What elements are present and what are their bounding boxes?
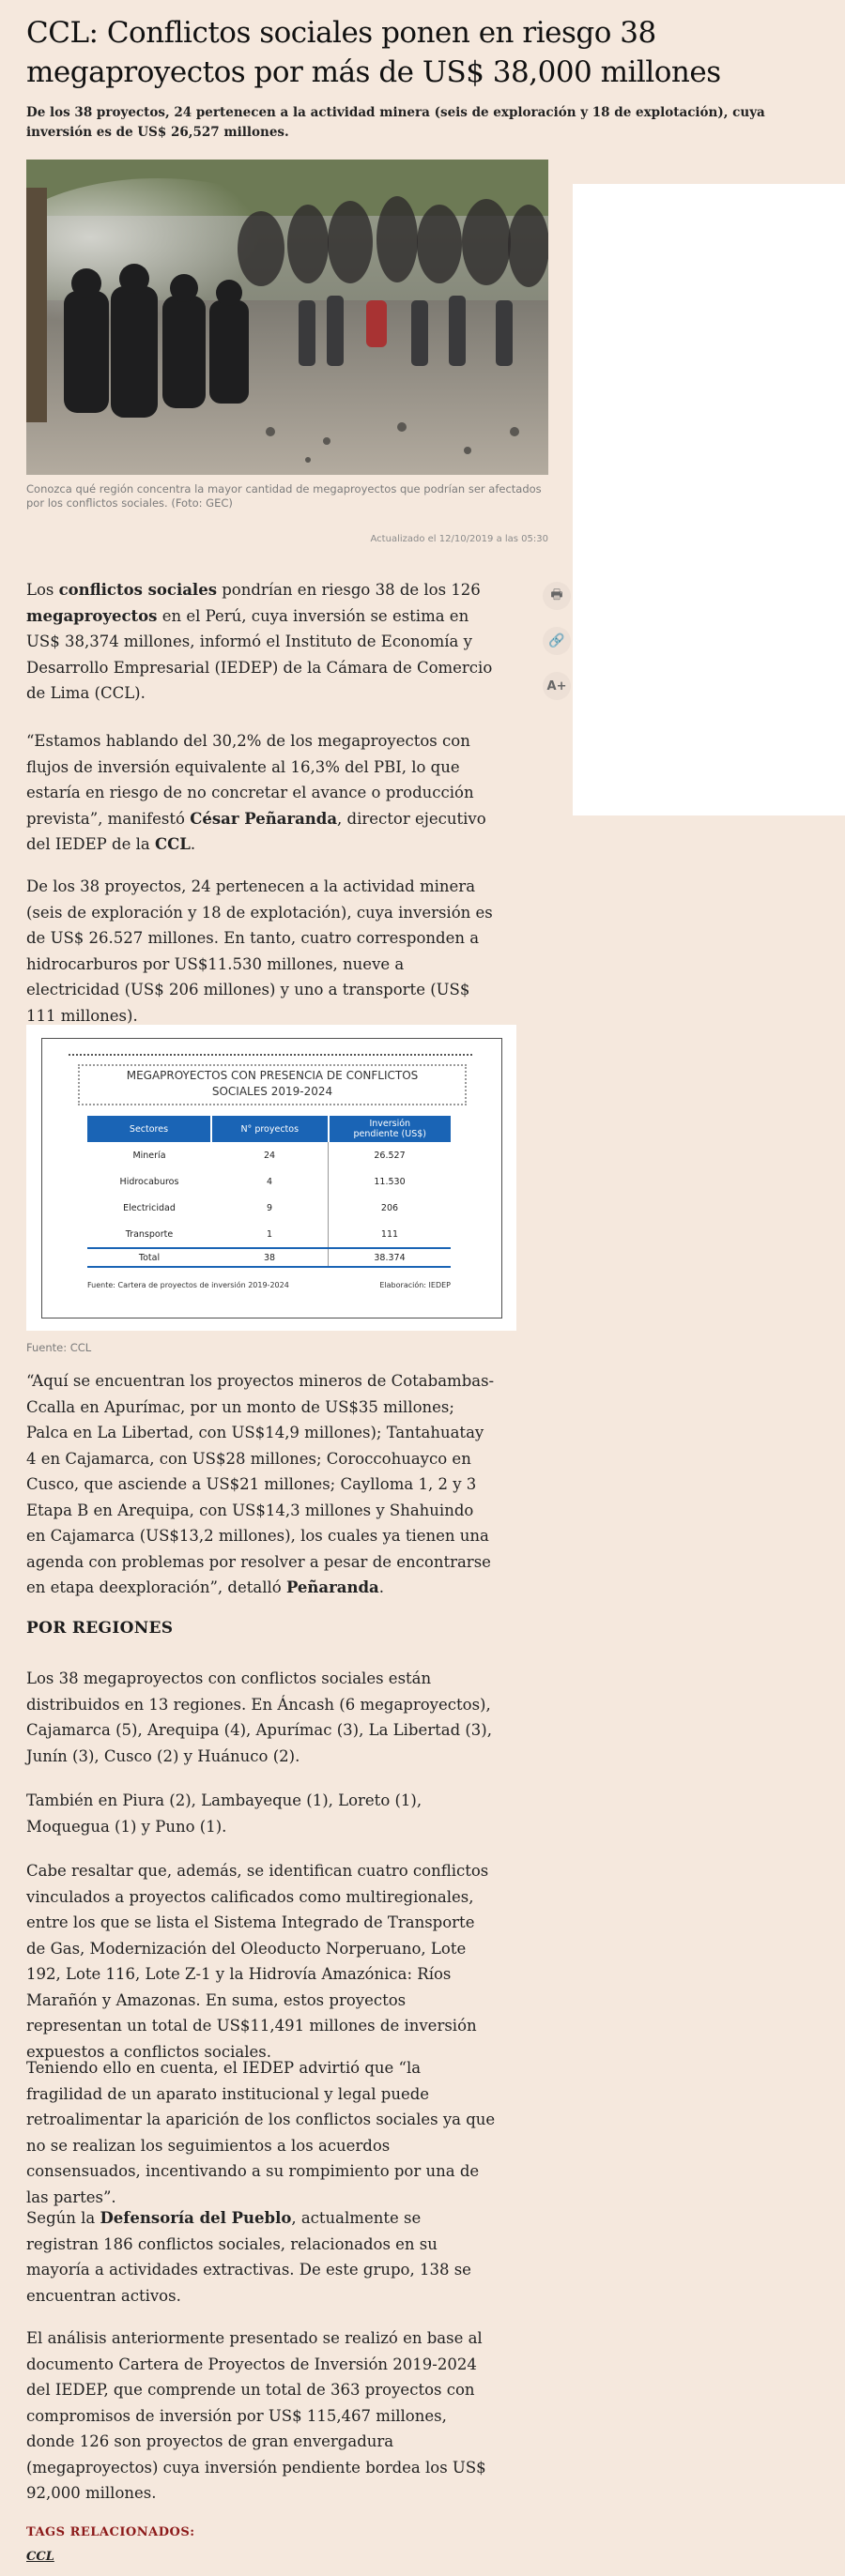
ad-placeholder (573, 184, 845, 815)
figure-footer (87, 1281, 451, 1289)
hero-photo (26, 160, 548, 475)
figure-frame (41, 1038, 502, 1318)
table-cell: 206 (329, 1195, 452, 1221)
bold-text: César Peñaranda (190, 809, 338, 828)
figure-title (78, 1064, 467, 1105)
updated-timestamp: Actualizado el 12/10/2019 a las 05:30 (370, 534, 548, 544)
column-header: Sectores (87, 1116, 211, 1142)
table-cell: Transporte (125, 1228, 174, 1240)
figure-source: Fuente: CCL (26, 1341, 92, 1354)
table-cell: Minería (132, 1150, 166, 1161)
image-caption: Conozca qué región concentra la mayor cantidad de megaproyectos que podrían ser afectados por los conflictos sociales. (Foto: GEC) (26, 482, 542, 510)
paragraph: También en Piura (2), Lambayeque (1), Loreto (1), Moquegua (1) y Puno (1). (26, 1791, 422, 1836)
bold-text: conflictos sociales (58, 581, 217, 599)
dotted-divider (69, 1054, 472, 1056)
investment-table (87, 1116, 451, 1268)
bold-text: Peñaranda (285, 1578, 379, 1596)
investment-table-figure (26, 1025, 516, 1331)
paragraph: Teniendo ello en cuenta, el IEDEP advirtió que “la fragilidad de un aparato institucional y legal puede retroalimentar la aparición de los conflictos sociales ya que no se realizan los seguimientos a los acuerdos consensuados, incentivando a su rompimiento por una de las partes”. (26, 2059, 496, 2206)
figure-footer-credit: Elaboración: IEDEP (379, 1281, 451, 1289)
protest-photo-illustration (26, 160, 548, 475)
table-cell: 1 (266, 1228, 273, 1240)
section-title: POR REGIONES (26, 1619, 174, 1638)
table-row (87, 1195, 451, 1221)
column-header: Inversión pendiente (US$) (329, 1116, 452, 1142)
table-cell: Electricidad (123, 1202, 176, 1213)
table-total-row (87, 1248, 451, 1267)
table-cell: 38 (211, 1248, 329, 1267)
bold-text: CCL (154, 835, 191, 853)
paragraph: Los conflictos sociales pondrían en riesgo 38 de los 126 megaproyectos en el Perú, cuya inversión se estima en US$ 38,374 millones, informó el Instituto de Economía y Desarrollo Empresarial (IEDEP) de la Cámara de Comercio de Lima (CCL). (26, 581, 493, 702)
table-cell: 4 (266, 1176, 273, 1187)
table-cell: 11.530 (329, 1168, 452, 1195)
paragraph: El análisis anteriormente presentado se realizó en base al documento Cartera de Proyectos de Inversión 2019-2024 del IEDEP, que comprende un total de 363 proyectos con compromisos de inversión por US$ 115,467 millones, donde 126 son proyectos de gran envergadura (megaproyectos) cuya inversión pendiente bordea los US$ 92,000 millones. (26, 2329, 486, 2502)
table-cell: 111 (329, 1221, 452, 1248)
link-icon[interactable]: 🔗 (543, 627, 571, 655)
tag-link-ccl[interactable]: CCL (26, 2550, 54, 2564)
table-header-row (87, 1116, 451, 1142)
paragraph: Los 38 megaproyectos con conflictos sociales están distribuidos en 13 regiones. En Áncash (6 megaproyectos), Cajamarca (5), Arequipa (4), Apurímac (3), La Libertad (3), Junín (3), Cusco (2) y Huánuco (2). (26, 1669, 492, 1765)
table-row (87, 1168, 451, 1195)
table-cell: Hidrocaburos (119, 1176, 179, 1187)
article-headline: CCL: Conflictos sociales ponen en riesgo 38 megaproyectos por más de US$ 38,000 millones (26, 16, 721, 89)
paragraph: “Estamos hablando del 30,2% de los megaproyectos con flujos de inversión equivalente al 16,3% del PBI, lo que estaría en riesgo de no concretar el avance o producción prevista”, manifestó César Peñaranda, director ejecutivo del IEDEP de la CCL. (26, 732, 486, 853)
table-cell: 38.374 (329, 1248, 452, 1267)
paragraph: “Aquí se encuentran los proyectos mineros de Cotabambas-Ccalla en Apurímac, por un monto de US$35 millones; Palca en La Libertad, con US$14,9 millones); Tantahuatay 4 en Cajamarca, con US$28 millones; Coroccohuayco en Cusco, que asciende a US$21 millones; Caylloma 1, 2 y 3 Etapa B en Arequipa, con US$14,3 millones y Shahuindo en Cajamarca (US$13,2 millones), los cuales ya tienen una agenda con problemas por resolver a pesar de encontrarse en etapa deexploración”, detalló Peñaranda. (26, 1372, 495, 1596)
column-header: N° proyectos (211, 1116, 329, 1142)
font-size-icon[interactable]: A+ (543, 672, 571, 700)
table-row (87, 1221, 451, 1248)
table-cell: 26.527 (329, 1142, 452, 1168)
print-icon[interactable]: 🖶 (543, 582, 571, 610)
table-cell: Total (87, 1248, 211, 1267)
figure-footer-source: Fuente: Cartera de proyectos de inversión 2019-2024 (87, 1281, 289, 1289)
bold-text: Defensoría del Pueblo (100, 2209, 292, 2227)
table-cell: 24 (263, 1150, 276, 1161)
paragraph: Según la Defensoría del Pueblo, actualmente se registran 186 conflictos sociales, relacionados en su mayoría a actividades extractivas. De este grupo, 138 se encuentran activos. (26, 2209, 471, 2305)
figure-title-text: MEGAPROYECTOS CON PRESENCIA DE CONFLICTOS SOCIALES 2019-2024 (126, 1069, 419, 1098)
bold-text: megaproyectos (26, 606, 158, 625)
table-cell: 9 (266, 1202, 273, 1213)
paragraph: De los 38 proyectos, 24 pertenecen a la actividad minera (seis de exploración y 18 de explotación), cuya inversión es de US$ 26.527 millones. En tanto, cuatro corresponden a hidrocarburos por US$11.530 millones, nueve a electricidad (US$ 206 millones) y uno a transporte (US$ 111 millones). (26, 877, 493, 1025)
article-subhead: De los 38 proyectos, 24 pertenecen a la actividad minera (seis de exploración y 18 de explotación), cuya inversión es de US$ 26,527 millones. (26, 105, 765, 140)
paragraph: Cabe resaltar que, además, se identifican cuatro conflictos vinculados a proyectos calificados como multiregionales, entre los que se lista el Sistema Integrado de Transporte de Gas, Modernización del Oleoducto Norperuano, Lote 192, Lote 116, Lote Z-1 y la Hidrovía Amazónica: Ríos Marañón y Amazonas. En suma, estos proyectos representan un total de US$11,491 millones de inversión expuestos a conflictos sociales. (26, 1862, 489, 2061)
table-row (87, 1142, 451, 1168)
tags-label: TAGS RELACIONADOS: (26, 2525, 195, 2539)
